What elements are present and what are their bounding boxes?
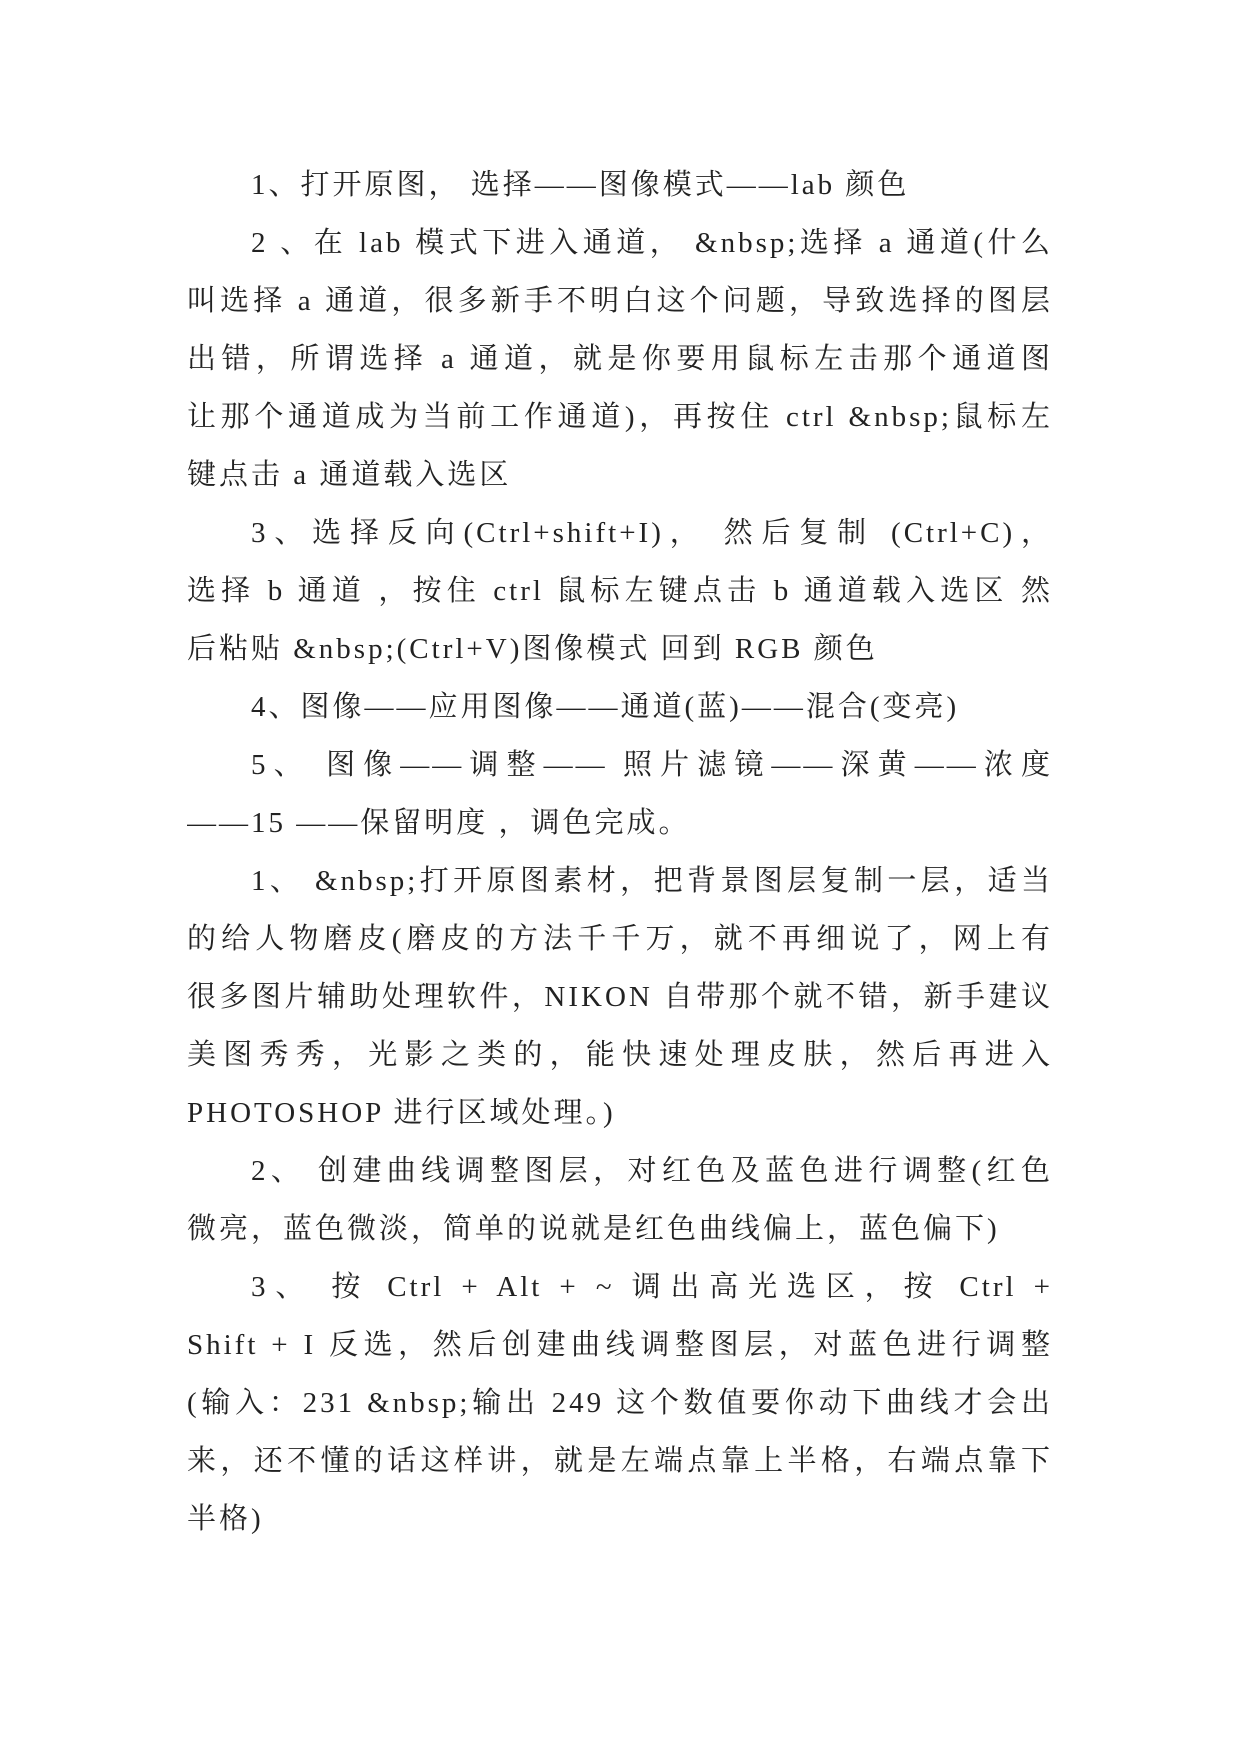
text-line: 3、选择反向(Ctrl+shift+I)， 然后复制 (Ctrl+C)， (251, 517, 1053, 549)
text-line: 叫选择 a 通道，很多新手不明白这个问题，导致选择的图层 (187, 285, 1053, 317)
text-line: 1、打开原图， 选择——图像模式——lab 颜色 (251, 169, 910, 201)
document-page (187, 156, 1053, 1548)
paragraph-step-2-select-a-channel (187, 214, 1053, 504)
paragraph-part2-step-3-highlights (187, 1258, 1053, 1548)
text-line: 5、 图像——调整—— 照片滤镜——深黄——浓度 (251, 749, 1053, 781)
paragraph-part2-step-2-curves (187, 1142, 1053, 1258)
text-line: (输入：231 &nbsp;输出 249 这个数值要你动下曲线才会出 (187, 1387, 1053, 1419)
text-line: 出错，所谓选择 a 通道，就是你要用鼠标左击那个通道图 (187, 343, 1053, 375)
text-line: ——15 ——保留明度 ，调色完成。 (187, 807, 691, 839)
text-line: PHOTOSHOP 进行区域处理。) (187, 1097, 616, 1129)
paragraph-step-1-lab (187, 156, 1053, 214)
text-line: 的给人物磨皮(磨皮的方法千千万，就不再细说了，网上有 (187, 923, 1053, 955)
paragraph-step-3-inverse-copy (187, 504, 1053, 678)
text-line: 选择 b 通道 ，按住 ctrl 鼠标左键点击 b 通道载入选区 然 (187, 575, 1053, 607)
text-line: 让那个通道成为当前工作通道)，再按住 ctrl &nbsp;鼠标左 (187, 401, 1053, 433)
text-line: 美图秀秀，光影之类的，能快速处理皮肤，然后再进入 (187, 1039, 1053, 1071)
text-line: Shift + I 反选，然后创建曲线调整图层，对蓝色进行调整 (187, 1329, 1053, 1361)
text-line: 很多图片辅助处理软件，NIKON 自带那个就不错，新手建议 (187, 981, 1053, 1013)
text-line: 微亮，蓝色微淡，简单的说就是红色曲线偏上，蓝色偏下) (187, 1213, 1000, 1245)
paragraph-part2-step-1-skin (187, 852, 1053, 1142)
text-line: 来，还不懂的话这样讲，就是左端点靠上半格，右端点靠下 (187, 1445, 1053, 1477)
text-line: 3、 按 Ctrl + Alt + ~ 调出高光选区，按 Ctrl + (251, 1271, 1053, 1303)
text-line: 2、 创建曲线调整图层，对红色及蓝色进行调整(红色 (251, 1155, 1053, 1187)
paragraph-step-4-apply-image (187, 678, 1053, 736)
text-line: 半格) (187, 1503, 264, 1535)
text-line: 4、图像——应用图像——通道(蓝)——混合(变亮) (251, 691, 960, 723)
text-line: 键点击 a 通道载入选区 (187, 459, 512, 491)
paragraph-step-5-photo-filter (187, 736, 1053, 852)
text-line: 2 、在 lab 模式下进入通道， &nbsp;选择 a 通道(什么 (251, 227, 1053, 259)
text-line: 后粘贴 &nbsp;(Ctrl+V)图像模式 回到 RGB 颜色 (187, 633, 878, 665)
text-line: 1、 &nbsp;打开原图素材，把背景图层复制一层，适当 (251, 865, 1053, 897)
